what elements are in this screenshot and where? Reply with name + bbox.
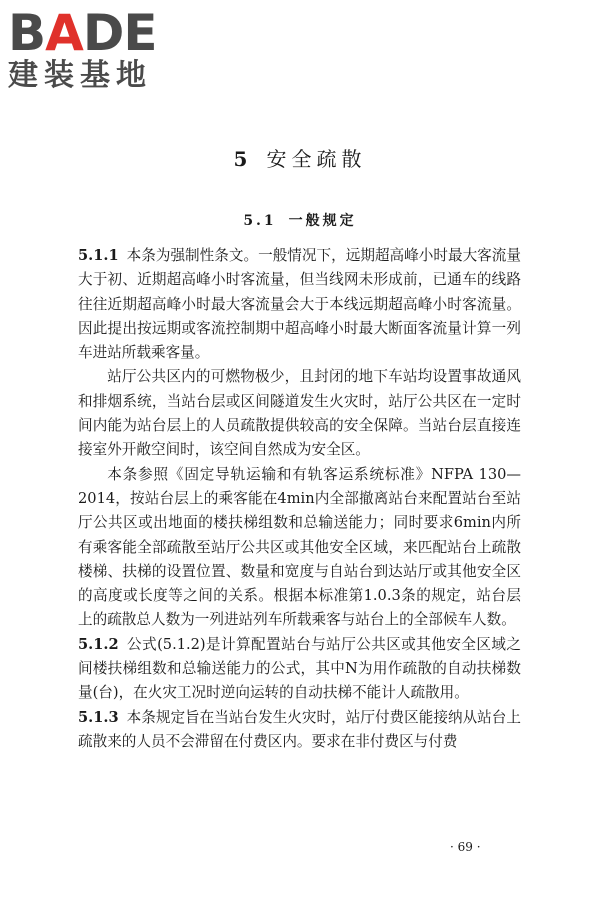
chapter-number: 5: [233, 147, 253, 171]
section-number: 5.1: [243, 213, 277, 229]
paragraph-text: 本条为强制性条文。一般情况下，远期超高峰小时最大客流量大于初、近期超高峰小时客流量，但当线网未形成前，已通车的线路往往近期超高峰小时最大客流量会大于本线远期超高峰小时客流量。因此提出按远期或客流控制期中超高峰小时最大断面客流量计算一列车进站所载乘客量。: [78, 247, 521, 362]
paragraph-clause-5-1-2: [78, 633, 521, 706]
chapter-name: 安全疏散: [266, 147, 367, 171]
paragraph-clause-5-1-3: [78, 706, 521, 755]
paragraph-public-area: 站厅公共区内的可燃物极少，且封闭的地下车站均设置事故通风和排烟系统，当站台层或区间隧道发生火灾时，站厅公共区在一定时间内能为站台层上的人员疏散提供较高的安全保障。当站台层直接连接室外开敞空间时，该空间自然成为安全区。: [78, 368, 521, 459]
section-title: [0, 210, 600, 230]
logo-letters-de: DE: [82, 4, 157, 62]
bade-logo: [8, 4, 178, 94]
chapter-title: [0, 143, 600, 172]
section-name: 一般规定: [288, 213, 357, 229]
page-number: · 69 ·: [450, 840, 481, 854]
paragraph-text: 本条规定旨在当站台发生火灾时，站厅付费区能接纳从站台上疏散来的人员不会滞留在付费区内。要求在非付费区与付费: [78, 708, 521, 750]
logo-letter-a: A: [45, 4, 83, 62]
paragraph-nfpa-reference: 本条参照《固定导轨运输和有轨客运系统标准》NFPA 130—2014，按站台层上的乘客能在4min内全部撤离站台来配置站台至站厅公共区或出地面的楼扶梯组数和总输送能力；同时要求6min内所有乘客能全部疏散至站厅公共区或其他安全区域，来匹配站台上疏散楼梯、扶梯的设置位置、数量和宽度与自站台到达站厅或其他安全区的高度或长度等之间的关系。根据本标准第1.0.3条的规定，站台层上的疏散总人数为一列进站列车所载乘客与站台上的全部候车人数。: [78, 465, 521, 629]
clause-number: 5.1.3: [78, 708, 119, 726]
logo-subtitle: 建装基地: [8, 58, 152, 93]
document-body: [78, 244, 521, 754]
logo-letter-b: B: [8, 4, 46, 62]
logo-wordmark: [8, 4, 178, 62]
clause-number: 5.1.2: [78, 635, 119, 653]
paragraph-text: 公式(5.1.2)是计算配置站台与站厅公共区或其他安全区域之间楼扶梯组数和总输送能力的公式，其中N为用作疏散的自动扶梯数量(台)，在火灾工况时逆向运转的自动扶梯不能计人疏散用。: [78, 635, 521, 702]
paragraph-clause-5-1-1: [78, 244, 521, 365]
clause-number: 5.1.1: [78, 247, 119, 264]
